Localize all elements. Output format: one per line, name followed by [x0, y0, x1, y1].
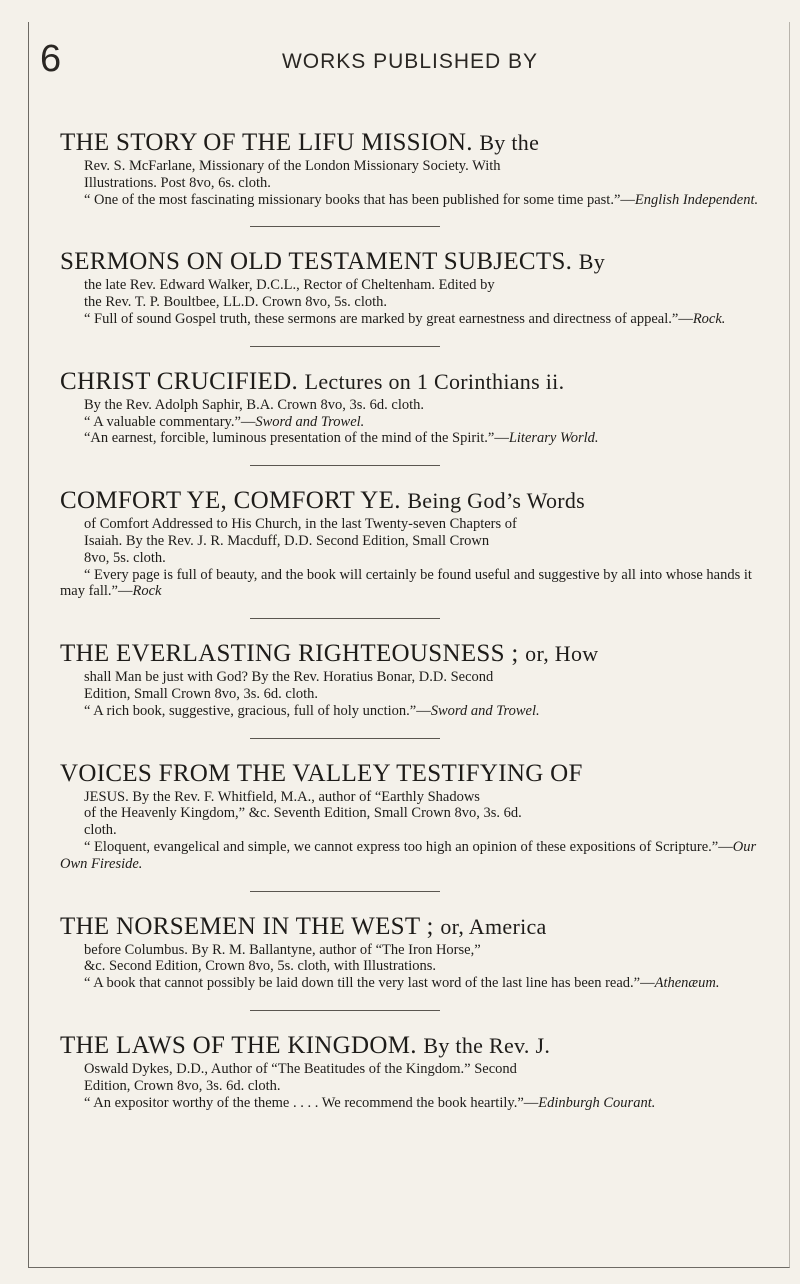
review-quote: “ A book that cannot possibly be laid down till the very last word of the last line has been read.”—Athenæum.: [84, 975, 720, 992]
divider: [250, 618, 440, 619]
review-quote: “An earnest, forcible, luminous presentation of the mind of the Spirit.”—Literary World.: [84, 430, 599, 447]
book-entry: [60, 912, 760, 1011]
divider: [250, 1010, 440, 1011]
review-quote: “ One of the most fascinating missionary books that has been published for some time past.”—English Independent.: [84, 191, 759, 208]
book-details: before Columbus. By R. M. Ballantyne, author of “The Iron Horse,” &c. Second Edition, Crown 8vo, 5s. cloth, with Illustrations.: [84, 941, 481, 975]
book-title: COMFORT YE, COMFORT YE. Being God’s Words: [60, 487, 586, 515]
book-title: SERMONS ON OLD TESTAMENT SUBJECTS. By: [60, 248, 606, 276]
book-entry: [60, 486, 760, 619]
divider: [250, 738, 440, 739]
book-title: THE NORSEMEN IN THE WEST ; or, America: [60, 912, 547, 940]
divider: [250, 465, 440, 466]
review-quote: “ Eloquent, evangelical and simple, we cannot express too high an opinion of these expositions of Scripture.”—Our Own Fireside.: [60, 838, 757, 872]
book-details: JESUS. By the Rev. F. Whitfield, M.A., author of “Earthly Shadows of the Heavenly Kingdom,” &c. Seventh Edition, Small Crown 8vo, 3s. 6d. cloth.: [84, 788, 522, 839]
review-quote: “ A valuable commentary.”—Sword and Trowel.: [84, 413, 365, 430]
running-head: WORKS PUBLISHED BY: [281, 50, 539, 73]
book-entry: [60, 759, 760, 892]
book-title: THE EVERLASTING RIGHTEOUSNESS ; or, How: [60, 640, 599, 668]
book-entry: [60, 128, 760, 227]
divider: [250, 346, 440, 347]
review-quote: “ A rich book, suggestive, gracious, full of holy unction.”—Sword and Trowel.: [84, 702, 540, 719]
divider: [250, 891, 440, 892]
book-title: VOICES FROM THE VALLEY TESTIFYING OF: [60, 759, 583, 787]
book-details: Rev. S. McFarlane, Missionary of the London Missionary Society. With Illustrations. Post 8vo, 6s. cloth.: [84, 158, 501, 191]
book-entry: [60, 367, 760, 466]
review-quote: “ Full of sound Gospel truth, these sermons are marked by great earnestness and directness of appeal.”—Rock.: [84, 310, 726, 327]
book-details: of Comfort Addressed to His Church, in the last Twenty-seven Chapters of Isaiah. By the Rev. J. R. Macduff, D.D. Second Edition, Small Crown 8vo, 5s. cloth.: [84, 516, 517, 566]
book-details: the late Rev. Edward Walker, D.C.L., Rector of Cheltenham. Edited by the Rev. T. P. Boultbee, LL.D. Crown 8vo, 5s. cloth.: [84, 277, 495, 311]
book-title: CHRIST CRUCIFIED. Lectures on 1 Corinthians ii.: [60, 367, 565, 395]
divider: [250, 226, 440, 227]
book-entry: [60, 1031, 760, 1111]
book-list: [60, 128, 760, 1111]
page-header: [40, 38, 780, 88]
review-quote: “ An expositor worthy of the theme . . . . We recommend the book heartily.”—Edinburgh Courant.: [84, 1094, 656, 1111]
review-quote: “ Every page is full of beauty, and the book will certainly be found useful and suggestive by all into whose hands it may fall.”—Rock: [60, 566, 752, 600]
book-title: THE STORY OF THE LIFU MISSION. By the: [60, 129, 540, 156]
book-entry: [60, 247, 760, 346]
book-details: shall Man be just with God? By the Rev. Horatius Bonar, D.D. Second Edition, Small Crown 8vo, 3s. 6d. cloth.: [84, 669, 494, 702]
book-details: By the Rev. Adolph Saphir, B.A. Crown 8vo, 3s. 6d. cloth.: [84, 396, 425, 413]
book-entry: [60, 639, 760, 738]
book-title: THE LAWS OF THE KINGDOM. By the Rev. J.: [60, 1031, 551, 1059]
book-details: Oswald Dykes, D.D., Author of “The Beatitudes of the Kingdom.” Second Edition, Crown 8vo, 3s. 6d. cloth.: [84, 1060, 517, 1094]
page-number: 6: [40, 38, 62, 80]
